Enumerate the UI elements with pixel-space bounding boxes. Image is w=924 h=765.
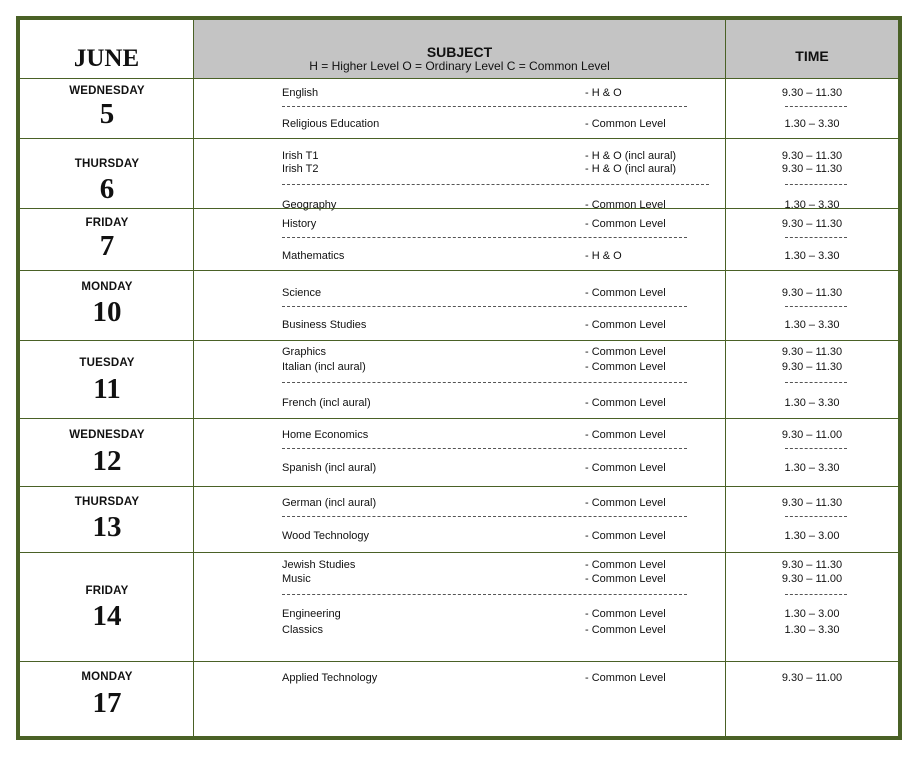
exam-time: 9.30 – 11.30: [781, 87, 843, 99]
subject-level: - Common Level: [585, 497, 666, 509]
subject-level: - Common Level: [585, 429, 666, 441]
subject-cell: [194, 341, 726, 418]
time-cell: [726, 271, 898, 340]
subject-level: - Common Level: [585, 118, 666, 130]
time-cell: [726, 79, 898, 138]
exam-time: 9.30 – 11.30: [781, 497, 843, 509]
subject-name: Graphics: [282, 346, 327, 358]
subject-heading-cell: [194, 20, 726, 79]
subject-cell: [194, 209, 726, 270]
exam-time: 1.30 – 3.30: [784, 118, 840, 130]
subject-name: German (incl aural): [282, 497, 377, 509]
subject-name: Music: [282, 573, 311, 585]
subject-name: Religious Education: [282, 118, 380, 130]
time-divider: [785, 448, 847, 449]
subject-level: - Common Level: [585, 462, 666, 474]
exam-time: 9.30 – 11.00: [781, 672, 843, 684]
time-cell: [726, 139, 898, 211]
day-row: [20, 340, 898, 418]
day-cell: [20, 271, 194, 340]
session-divider: [282, 306, 687, 307]
subject-cell: [194, 419, 726, 486]
subject-name: Geography: [282, 199, 337, 211]
day-row: [20, 138, 898, 211]
exam-time: 9.30 – 11.30: [781, 559, 843, 571]
time-cell: [726, 341, 898, 418]
subject-level: - H & O: [585, 250, 622, 262]
day-cell: [20, 553, 194, 661]
subject-name: Jewish Studies: [282, 559, 356, 571]
day-date: 13: [92, 511, 122, 543]
subject-level: - Common Level: [585, 559, 666, 571]
day-name: THURSDAY: [74, 158, 140, 170]
subject-name: Engineering: [282, 608, 341, 620]
day-cell: [20, 419, 194, 486]
time-divider: [785, 237, 847, 238]
day-date: 7: [99, 230, 115, 262]
subject-name: Irish T1: [282, 150, 319, 162]
time-cell: [726, 487, 898, 552]
exam-time: 9.30 – 11.30: [781, 287, 843, 299]
subject-name: History: [282, 218, 317, 230]
session-divider: [282, 237, 687, 238]
subject-level: - H & O (incl aural): [585, 163, 677, 175]
subject-name: English: [282, 87, 319, 99]
subject-cell: [194, 662, 726, 740]
time-divider: [785, 306, 847, 307]
exam-time: 9.30 – 11.00: [781, 573, 843, 585]
subject-name: Science: [282, 287, 322, 299]
session-divider: [282, 382, 687, 383]
day-name: MONDAY: [81, 671, 133, 683]
time-divider: [785, 594, 847, 595]
day-name: WEDNESDAY: [69, 429, 145, 441]
session-divider: [282, 448, 687, 449]
exam-time: 9.30 – 11.30: [781, 163, 843, 175]
subject-name: Wood Technology: [282, 530, 370, 542]
day-name: THURSDAY: [74, 496, 140, 508]
subject-name: Irish T2: [282, 163, 319, 175]
exam-time: 1.30 – 3.30: [784, 319, 840, 331]
subject-level: - H & O: [585, 87, 622, 99]
time-divider: [785, 382, 847, 383]
day-cell: [20, 662, 194, 740]
subject-level: - Common Level: [585, 573, 666, 585]
day-row: [20, 552, 898, 661]
day-cell: [20, 139, 194, 208]
subject-name: Applied Technology: [282, 672, 378, 684]
subject-level: - Common Level: [585, 218, 666, 230]
subject-level: - H & O (incl aural): [585, 150, 677, 162]
day-cell: [20, 79, 194, 138]
subject-level: - Common Level: [585, 624, 666, 636]
subject-cell: [194, 79, 726, 138]
time-cell: [726, 419, 898, 486]
day-row: [20, 79, 898, 138]
exam-time: 9.30 – 11.00: [781, 429, 843, 441]
session-divider: [282, 106, 687, 107]
day-date: 14: [92, 600, 122, 632]
exam-time: 1.30 – 3.00: [784, 608, 840, 620]
day-cell: [20, 209, 194, 270]
subject-name: Mathematics: [282, 250, 345, 262]
exam-time: 1.30 – 3.30: [784, 462, 840, 474]
subject-level: - Common Level: [585, 361, 666, 373]
day-row: [20, 418, 898, 486]
day-date: 5: [99, 98, 115, 130]
exam-time: 1.30 – 3.30: [784, 199, 840, 211]
day-row: [20, 270, 898, 340]
subject-level: - Common Level: [585, 346, 666, 358]
level-legend: H = Higher Level O = Ordinary Level C = Common Level: [309, 59, 610, 73]
subject-name: French (incl aural): [282, 397, 371, 409]
time-divider: [785, 184, 847, 185]
subject-cell: [194, 487, 726, 552]
exam-time: 9.30 – 11.30: [781, 150, 843, 162]
subject-name: Business Studies: [282, 319, 367, 331]
day-name: FRIDAY: [85, 585, 129, 597]
day-row: [20, 486, 898, 552]
subject-cell: [194, 553, 726, 661]
subject-name: Home Economics: [282, 429, 369, 441]
day-date: 10: [92, 296, 122, 328]
exam-time: 1.30 – 3.30: [784, 624, 840, 636]
subject-name: Italian (incl aural): [282, 361, 366, 373]
subject-level: - Common Level: [585, 199, 666, 211]
day-date: 12: [92, 445, 122, 477]
subject-level: - Common Level: [585, 319, 666, 331]
day-name: WEDNESDAY: [69, 85, 145, 97]
time-heading: TIME: [726, 20, 898, 79]
subject-level: - Common Level: [585, 672, 666, 684]
day-row: [20, 661, 898, 740]
timetable-header: [20, 20, 898, 79]
time-cell: [726, 553, 898, 661]
exam-time: 1.30 – 3.00: [784, 530, 840, 542]
subject-level: - Common Level: [585, 397, 666, 409]
day-date: 11: [93, 373, 121, 405]
subject-name: Classics: [282, 624, 323, 636]
subject-heading: SUBJECT: [426, 44, 493, 60]
day-date: 6: [99, 173, 115, 205]
subject-level: - Common Level: [585, 530, 666, 542]
session-divider: [282, 594, 687, 595]
time-divider: [785, 106, 847, 107]
exam-timetable: [16, 16, 902, 740]
time-divider: [785, 516, 847, 517]
subject-cell: [194, 139, 726, 211]
exam-time: 9.30 – 11.30: [781, 218, 843, 230]
subject-level: - Common Level: [585, 287, 666, 299]
day-cell: [20, 341, 194, 418]
session-divider: [282, 516, 687, 517]
day-date: 17: [92, 687, 122, 719]
exam-time: 9.30 – 11.30: [781, 361, 843, 373]
subject-cell: [194, 271, 726, 340]
day-row: [20, 208, 898, 270]
exam-time: 1.30 – 3.30: [784, 397, 840, 409]
day-name: MONDAY: [81, 281, 133, 293]
session-divider: [282, 184, 709, 185]
exam-time: 1.30 – 3.30: [784, 250, 840, 262]
time-cell: [726, 209, 898, 270]
day-name: FRIDAY: [85, 217, 129, 229]
subject-name: Spanish (incl aural): [282, 462, 377, 474]
time-cell: [726, 662, 898, 740]
month-heading: JUNE: [20, 20, 194, 79]
day-cell: [20, 487, 194, 552]
exam-time: 9.30 – 11.30: [781, 346, 843, 358]
day-name: TUESDAY: [79, 357, 135, 369]
subject-level: - Common Level: [585, 608, 666, 620]
